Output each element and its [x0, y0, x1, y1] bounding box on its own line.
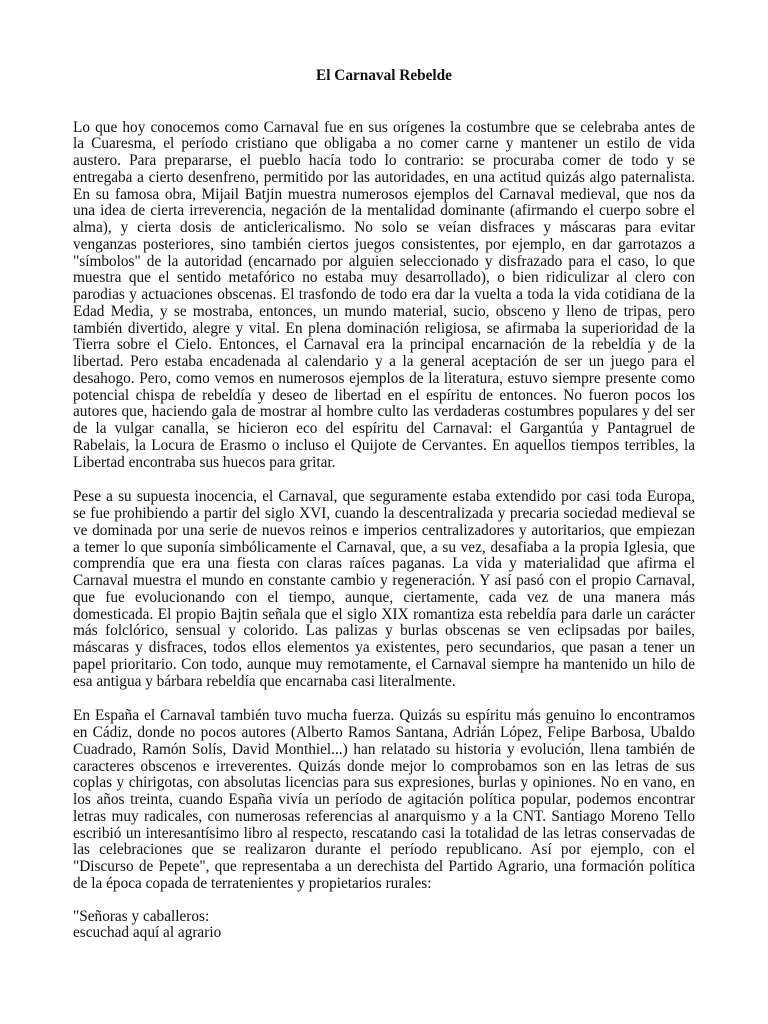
paragraph-1	[73, 120, 695, 472]
paragraph-line: libertad. Pero estaba encadenada al calendario y a la general aceptación de ser un juego para el	[73, 353, 695, 371]
paragraph-line: Lo que hoy conocemos como Carnaval fue en sus orígenes la costumbre que se celebraba antes de	[73, 118, 695, 136]
paragraph-line: En su famosa obra, Mijail Batjin muestra numerosos ejemplos del Carnaval medieval, que nos da	[73, 185, 695, 203]
paragraph-line: Cuadrado, Ramón Solís, David Monthiel...) han relatado su historia y evolución, llena también de	[73, 740, 695, 758]
paragraph-line: coplas y chirigotas, con absolutas licencias para sus expresiones, burlas y opiniones. No en vano, en	[73, 774, 695, 792]
paragraph-line: una idea de cierta irreverencia, negación de la mentalidad dominante (afirmando el cuerpo sobre el	[73, 202, 695, 220]
paragraph-line: Rabelais, la Locura de Erasmo o incluso el Quijote de Cervantes. En aquellos tiempos terribles, la	[73, 436, 695, 454]
paragraph-line: Tierra sobre el Cielo. Entonces, el Carnaval era la principal encarnación de la rebeldía y de la	[73, 336, 695, 354]
paragraph-line: de la vulgar canalla, se hicieron eco del espíritu del Carnaval: el Gargantúa y Pantagruel de	[73, 420, 695, 438]
paragraph-line: escribió un interesantísimo libro al respecto, rescatando casi la totalidad de las letras conservadas de	[73, 824, 695, 842]
paragraph-line: "símbolos" de la autoridad (encarnado por alguien seleccionado y disfrazado para el caso, lo que	[73, 252, 695, 270]
paragraph-line: Libertad encontraba sus huecos para gritar.	[73, 453, 336, 471]
verse-line: "Señoras y caballeros:	[73, 907, 210, 925]
paragraph-line: domesticada. El propio Bajtin señala que el siglo XIX romantiza esta rebeldía para darle un carácter	[73, 605, 695, 623]
paragraph-line: parodias y actuaciones obscenas. El trasfondo de todo era dar la vuelta a toda la vida cotidiana de la	[73, 286, 695, 304]
paragraph-line: Carnaval muestra el mundo en constante cambio y regeneración. Y así pasó con el propio Carnaval,	[73, 572, 695, 590]
paragraph-line: esa antigua y bárbara rebeldía que encarnaba casi literalmente.	[73, 672, 456, 690]
paragraph-line: autores que, haciendo gala de mostrar al hombre culto las verdaderas costumbres populares y del ser	[73, 403, 695, 421]
paragraph-line: los años treinta, cuando España vivía un período de agitación política popular, podemos encontrar	[73, 791, 695, 809]
paragraph-line: las celebraciones que se realizaron durante el período republicano. Así por ejemplo, con el	[73, 841, 695, 859]
paragraph-line: también divertido, alegre y vital. En plena dominación religiosa, se afirmaba la superioridad de la	[73, 319, 695, 337]
paragraph-line: se fue prohibiendo a partir del siglo XVI, cuando la descentralizada y precaria sociedad medieval se	[73, 505, 695, 523]
paragraph-line: en Cádiz, donde no pocos autores (Alberto Ramos Santana, Adrián López, Felipe Barbosa, Ubaldo	[73, 724, 695, 742]
paragraph-line: Edad Media, y se mostraba, entonces, un mundo material, sucio, obsceno y lleno de tripas, pero	[73, 302, 695, 320]
paragraph-line: la Cuaresma, el período cristiano que obligaba a no comer carne y mantener un estilo de vida	[73, 135, 695, 153]
document-title: El Carnaval Rebelde	[316, 66, 452, 84]
paragraph-line: desahogo. Pero, como vemos en numerosos ejemplos de la literatura, estuvo siempre presente como	[73, 369, 695, 387]
paragraph-line: comprendía que era una fiesta con claras raíces paganas. La vida y materialidad que afirma el	[73, 555, 695, 573]
paragraph-line: muestra que el sentido metafórico no estaba muy desarrollado), o bien ridiculizar al clero con	[73, 269, 695, 287]
paragraph-line: austero. Para prepararse, el pueblo hacía todo lo contrario: se procuraba comer de todo y se	[73, 152, 695, 170]
paragraph-line: letras muy radicales, con numerosas referencias al anarquismo y a la CNT. Santiago Moreno Tello	[73, 807, 695, 825]
paragraph-line: de la época copada de terratenientes y propietarios rurales:	[73, 874, 432, 892]
paragraph-line: caracteres obscenos e irreverentes. Quizás donde mejor lo comprobamos son en las letras de sus	[73, 757, 695, 775]
paragraph-2	[73, 489, 695, 690]
document-body	[73, 68, 695, 943]
paragraph-line: venganzas posteriores, sino también ciertos juegos consistentes, por ejemplo, en dar garrotazos a	[73, 235, 695, 253]
paragraph-line: "Discurso de Pepete", que representaba a un derechista del Partido Agrario, una formación política	[73, 858, 695, 876]
paragraph-line: entregaba a cierto desenfreno, permitido por las autoridades, en una actitud quizás algo paternalista.	[73, 168, 695, 186]
paragraph-line: alma), y cierta dosis de anticlericalismo. No solo se veían disfraces y máscaras para evitar	[73, 219, 695, 237]
paragraph-line: potencial chispa de rebeldía y deseo de libertad en el espíritu de entonces. No fueron pocos los	[73, 386, 695, 404]
verse-quote	[73, 909, 695, 943]
paragraph-line: Pese a su supuesta inocencia, el Carnaval, que seguramente estaba extendido por casi toda Europa,	[73, 488, 695, 506]
paragraph-3	[73, 708, 695, 892]
paragraph-line: papel prioritario. Con todo, aunque muy remotamente, el Carnaval siempre ha mantenido un hilo de	[73, 655, 695, 673]
paragraph-line: ve dominada por una serie de nuevos reinos e imperios centralizadores y autoritarios, que empiezan	[73, 521, 695, 539]
paragraph-line: más folclórico, sensual y colorido. Las palizas y burlas obscenas se ven eclipsadas por bailes,	[73, 622, 695, 640]
verse-line: escuchad aquí al agrario	[73, 924, 222, 942]
paragraph-line: que fue evolucionando con el tiempo, aunque, ciertamente, cada vez de una manera más	[73, 588, 695, 606]
paragraph-line: a temer lo que suponía simbólicamente el Carnaval, que, a su vez, desafiaba a la propia Iglesia, que	[73, 538, 695, 556]
paragraph-line: máscaras y disfraces, todos ellos elementos ya existentes, pero secundarios, que pasan a tener un	[73, 639, 695, 657]
paragraph-line: En España el Carnaval también tuvo mucha fuerza. Quizás su espíritu más genuino lo encontramos	[73, 707, 695, 725]
